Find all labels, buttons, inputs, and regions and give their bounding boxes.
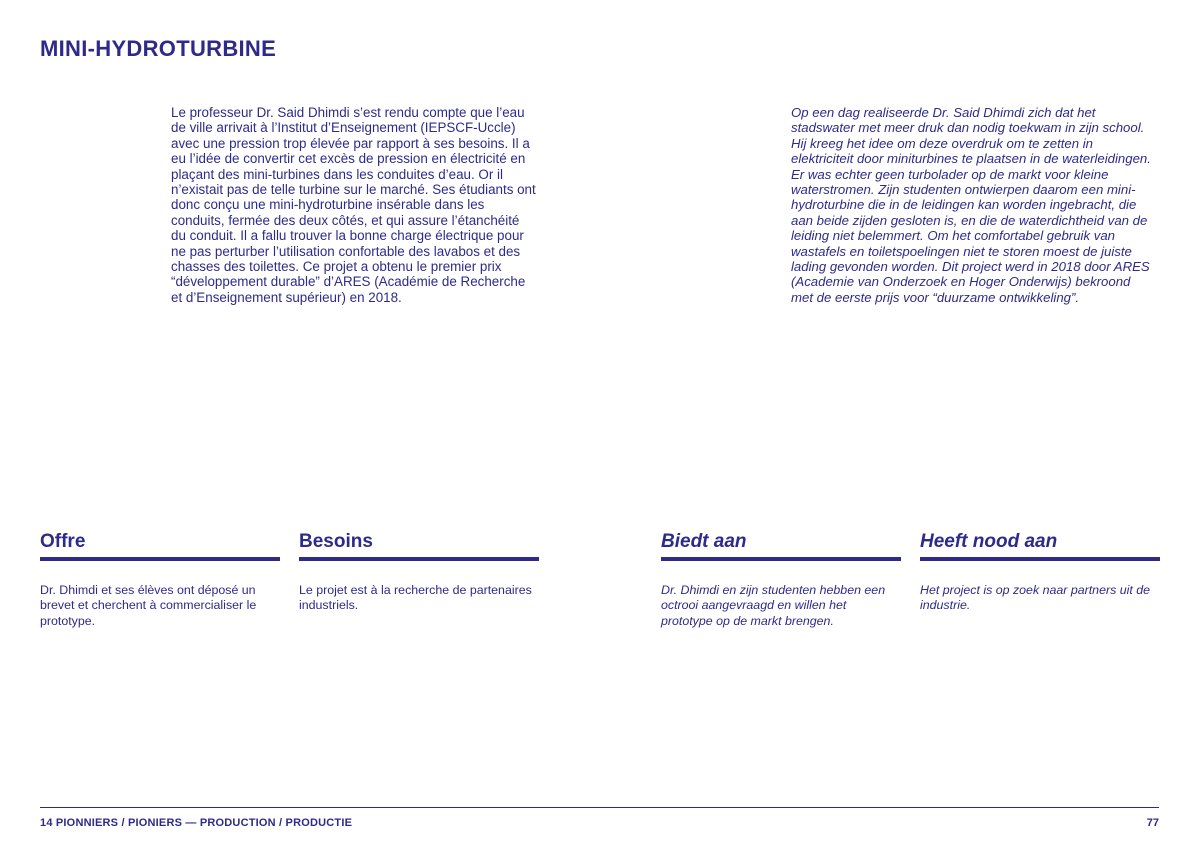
page-number: 77 [1146, 817, 1159, 829]
column-offre [40, 531, 280, 629]
column-biedt-aan [661, 531, 901, 629]
column-heeft-nood-aan [920, 531, 1160, 614]
body-text-french: Le professeur Dr. Said Dhimdi s’est rendu compte que l’eau de ville arrivait à l’Institut d’Enseignement (IEPSCF-Uccle) avec une pression trop élevée par rapport à ses besoins. Il a eu l’idée de convertir cet excès de pression en électricité en plaçant des mini-turbines dans les conduites d’eau. Or il n’existait pas de telle turbine sur le marché. Ses étudiants ont donc conçu une mini-hydroturbine insérable dans les conduits, fermée des deux côtés, et qui assure l’étanchéité du conduit. Il a fallu trouver la bonne charge électrique pour ne pas perturber l’utilisation confortable des lavabos et des chasses des toilettes. Ce projet a obtenu le premier prix “développement durable” d’ARES (Académie de Recherche et d’Enseignement supérieur) en 2018. [171, 105, 536, 305]
column-heading: Besoins [299, 531, 539, 561]
column-heading: Offre [40, 531, 280, 561]
footer-section-label: 14 PIONNIERS / PIONIERS — PRODUCTION / PRODUCTIE [40, 817, 353, 829]
footer-divider [40, 807, 1159, 808]
page-title: MINI-HYDROTURBINE [40, 36, 277, 61]
column-heading: Heeft nood aan [920, 531, 1160, 561]
column-heading: Biedt aan [661, 531, 901, 561]
column-text: Le projet est à la recherche de partenaires industriels. [299, 583, 532, 613]
column-text: Dr. Dhimdi en zijn studenten hebben een octrooi aangevraagd en willen het prototype op de markt brengen. [661, 583, 886, 628]
column-text: Het project is op zoek naar partners uit de industrie. [920, 583, 1151, 613]
column-besoins [299, 531, 539, 614]
column-text: Dr. Dhimdi et ses élèves ont déposé un brevet et cherchent à commercialiser le prototype. [40, 583, 257, 628]
body-text-dutch: Op een dag realiseerde Dr. Said Dhimdi zich dat het stadswater met meer druk dan nodig toekwam in zijn school. Hij kreeg het idee om deze overdruk om te zetten in elektriciteit door miniturbines te plaatsen in de waterleidingen. Er was echter geen turbolader op de markt voor kleine waterstromen. Zijn studenten ontwierpen daarom een mini-hydroturbine die in de leidingen kan worden ingebracht, die aan beide zijden gesloten is, en die de waterdichtheid van de leiding niet belemmert. Om het comfortabel gebruik van wastafels en toiletspoelingen niet te storen moest de juiste lading gevonden worden. Dit project werd in 2018 door ARES (Academie van Onderzoek en Hoger Onderwijs) bekroond met de eerste prijs voor “duurzame ontwikkeling”. [791, 105, 1151, 305]
